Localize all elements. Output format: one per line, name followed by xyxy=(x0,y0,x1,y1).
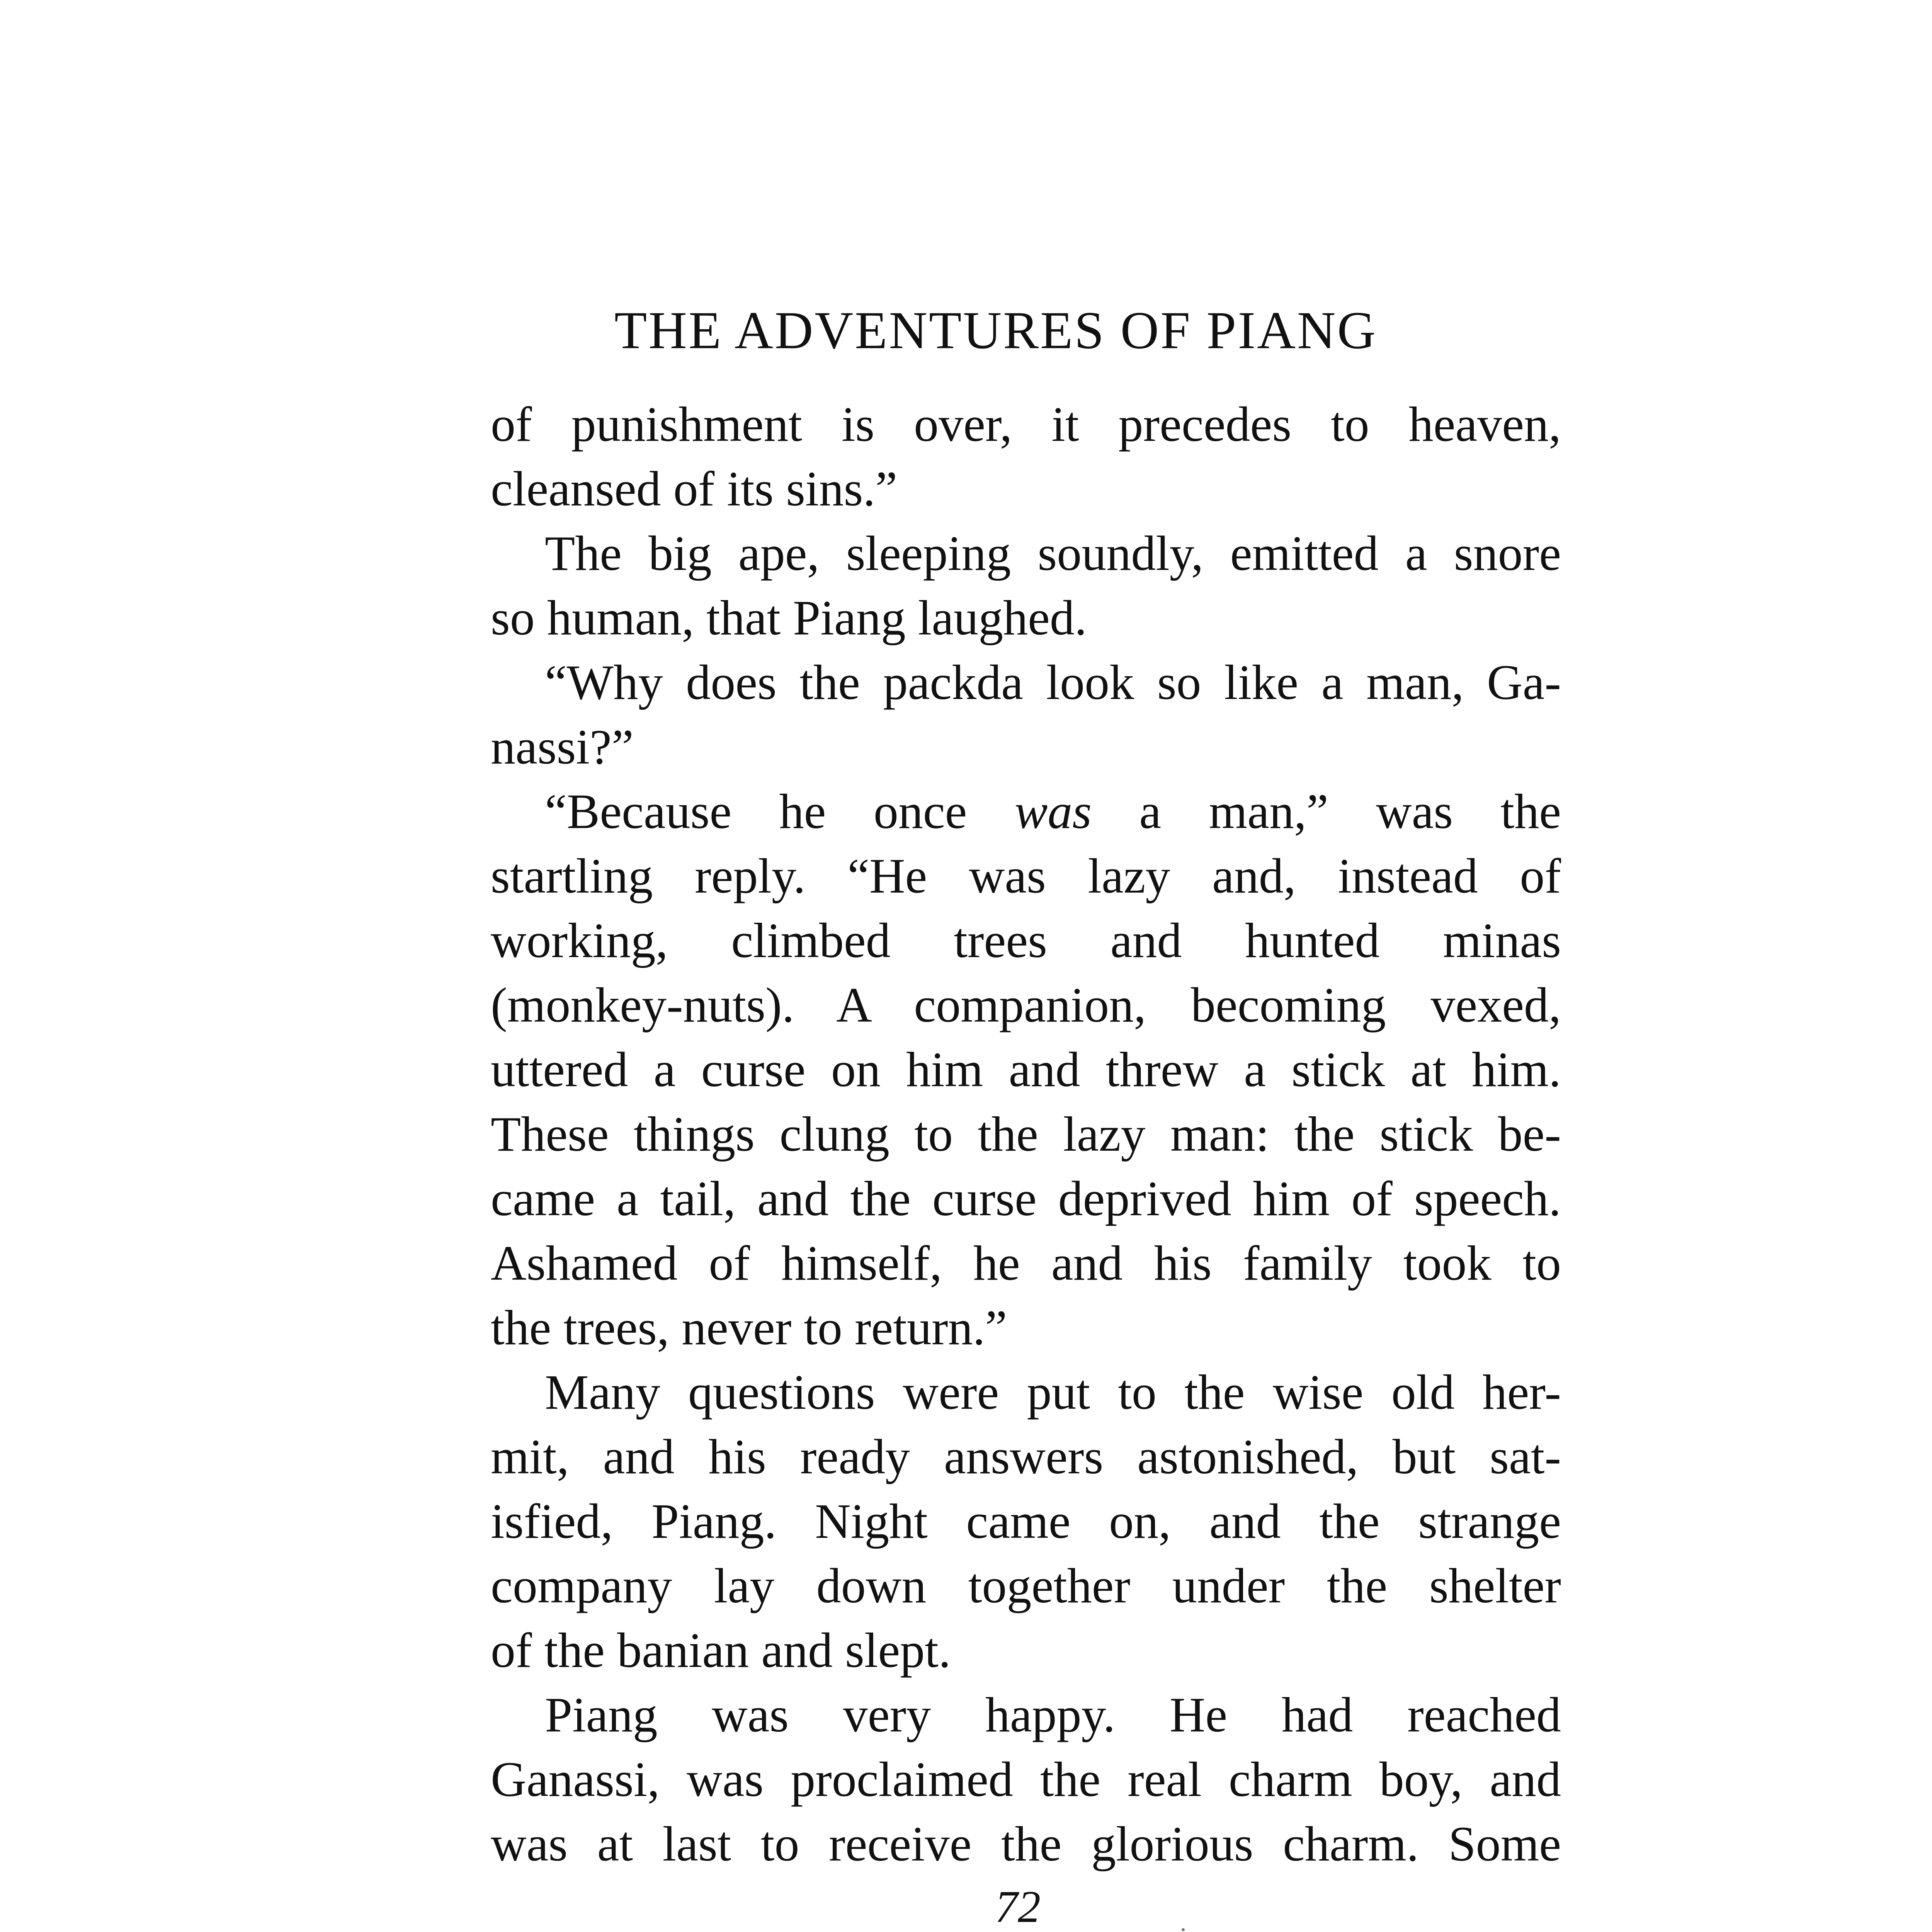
text-line-with-italic xyxy=(491,779,1561,844)
text-run: “Because he once xyxy=(545,784,1015,839)
text-line: mit, and his ready answers astonished, but sat- xyxy=(491,1429,1561,1484)
text-line: of punishment is over, it precedes to heaven, xyxy=(491,397,1561,452)
text-line: so human, that Piang laughed. xyxy=(491,590,1087,645)
scan-speck xyxy=(1182,1928,1185,1931)
text-line: working, climbed trees and hunted minas xyxy=(491,913,1561,968)
page-number: 72 xyxy=(995,1881,1041,1932)
text-line: came a tail, and the curse deprived him of speech. xyxy=(491,1171,1561,1226)
text-line: Piang was very happy. He had reached xyxy=(545,1687,1561,1742)
text-line: “Why does the packda look so like a man, Ga- xyxy=(545,655,1561,710)
text-line: of the banian and slept. xyxy=(491,1623,951,1678)
text-line: the trees, never to return.” xyxy=(491,1300,1007,1355)
running-title: THE ADVENTURES OF PIANG xyxy=(614,301,1378,360)
text-line: startling reply. “He was lazy and, instead of xyxy=(491,849,1561,903)
text-line: uttered a curse on him and threw a stick at him. xyxy=(491,1042,1561,1097)
text-line: Ashamed of himself, he and his family took to xyxy=(491,1236,1561,1291)
italic-word: was xyxy=(1014,784,1092,839)
text-run: a man,” was the xyxy=(1092,784,1561,839)
text-line: nassi?” xyxy=(491,719,634,774)
text-line: The big ape, sleeping soundly, emitted a snore xyxy=(545,526,1561,581)
text-line: company lay down together under the shelter xyxy=(491,1558,1561,1613)
text-line: isfied, Piang. Night came on, and the strange xyxy=(491,1494,1561,1549)
text-line: (monkey-nuts). A companion, becoming vexed, xyxy=(491,978,1561,1032)
text-line: Many questions were put to the wise old her- xyxy=(545,1365,1561,1420)
text-line: was at last to receive the glorious charm. Some xyxy=(491,1816,1561,1871)
text-line: Ganassi, was proclaimed the real charm boy, and xyxy=(491,1752,1561,1807)
text-line: cleansed of its sins.” xyxy=(491,461,898,516)
text-line: These things clung to the lazy man: the stick be- xyxy=(491,1107,1561,1162)
body-text xyxy=(491,392,1561,1876)
